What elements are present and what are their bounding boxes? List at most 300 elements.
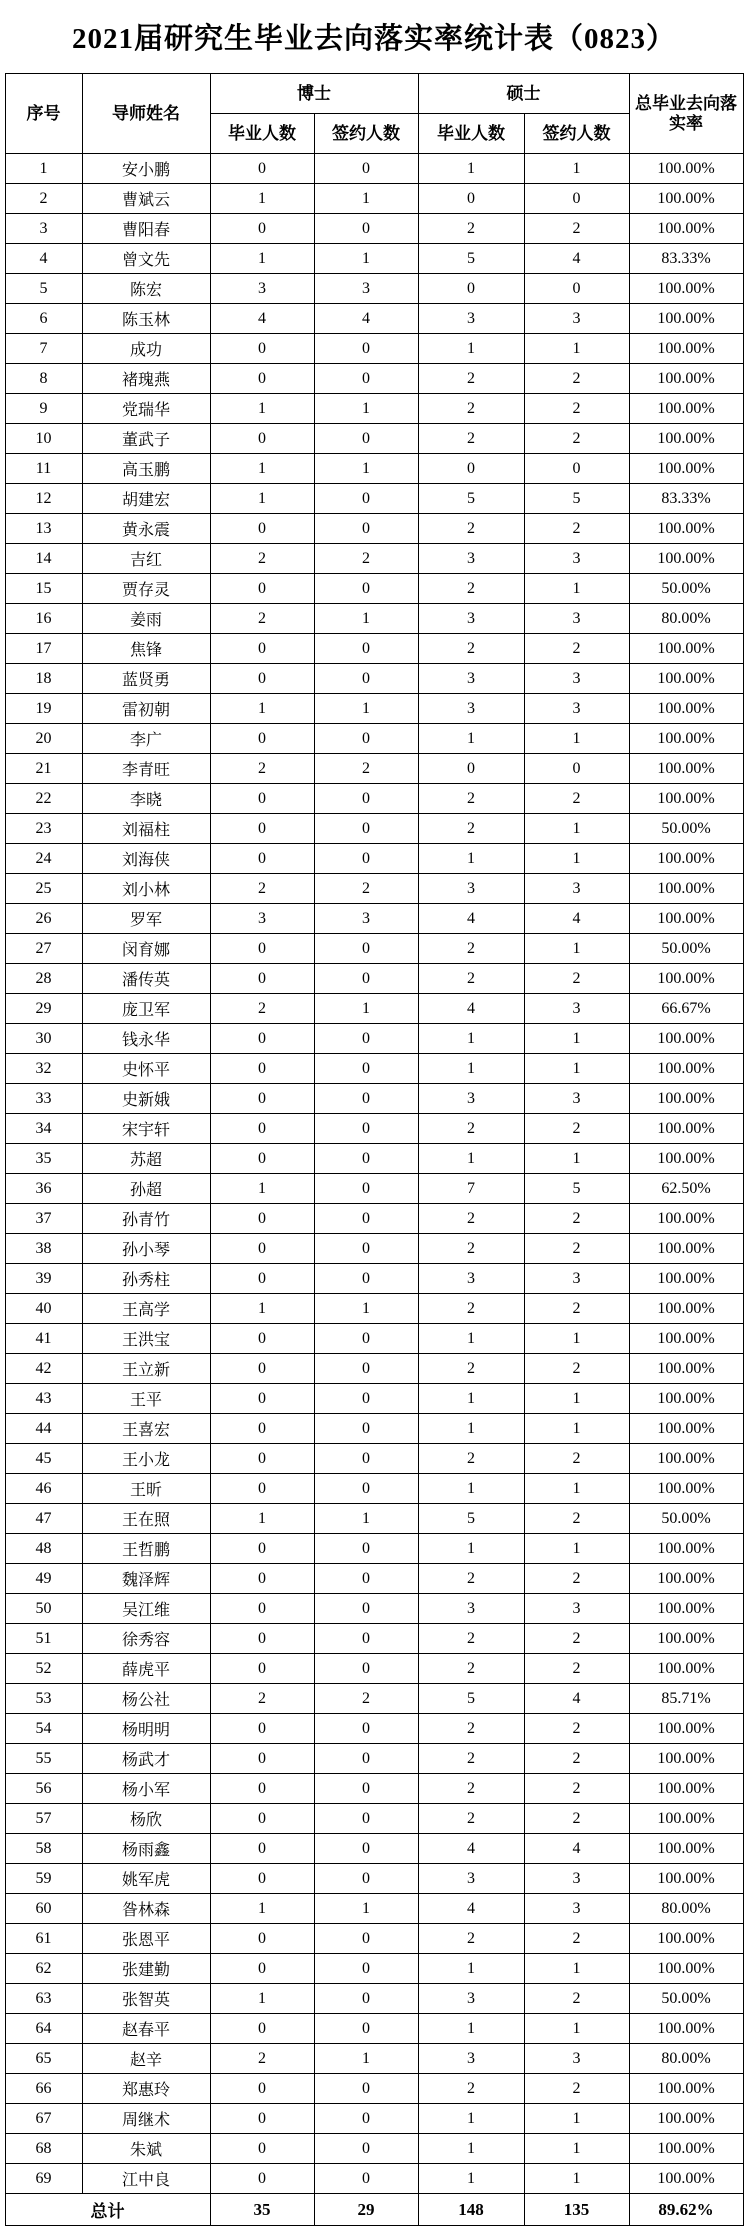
table-row: [5, 394, 743, 424]
master-graduates-cell: 2: [418, 1564, 524, 1594]
doctor-graduates-cell: 0: [210, 1534, 314, 1564]
index-cell: 61: [5, 1924, 82, 1954]
doctor-signed-cell: 1: [314, 2044, 418, 2074]
master-graduates-cell: 1: [418, 1144, 524, 1174]
table-row: [5, 1834, 743, 1864]
index-cell: 32: [5, 1054, 82, 1084]
master-signed-cell: 4: [524, 244, 629, 274]
master-signed-cell: 1: [524, 154, 629, 184]
table-row: [5, 1024, 743, 1054]
doctor-signed-cell: 0: [314, 2074, 418, 2104]
doctor-signed-cell: 0: [314, 1954, 418, 1984]
master-graduates-cell: 2: [418, 814, 524, 844]
master-graduates-cell: 3: [418, 1864, 524, 1894]
rate-cell: 100.00%: [629, 1924, 743, 1954]
table-row: [5, 1864, 743, 1894]
doctor-signed-cell: 0: [314, 2104, 418, 2134]
index-cell: 57: [5, 1804, 82, 1834]
master-signed-cell: 1: [524, 1414, 629, 1444]
advisor-name-cell: 孙青竹: [82, 1204, 210, 1234]
doctor-graduates-cell: 0: [210, 1144, 314, 1174]
doctor-signed-cell: 0: [314, 1864, 418, 1894]
table-row: [5, 1714, 743, 1744]
rate-cell: 100.00%: [629, 334, 743, 364]
doctor-graduates-cell: 1: [210, 1294, 314, 1324]
table-row: [5, 184, 743, 214]
master-graduates-cell: 3: [418, 1594, 524, 1624]
doctor-graduates-cell: 0: [210, 574, 314, 604]
master-signed-cell: 5: [524, 1174, 629, 1204]
rate-cell: 80.00%: [629, 604, 743, 634]
master-graduates-cell: 2: [418, 1204, 524, 1234]
table-row: [5, 1174, 743, 1204]
doctor-graduates-cell: 0: [210, 1084, 314, 1114]
doctor-signed-cell: 0: [314, 784, 418, 814]
doctor-graduates-cell: 0: [210, 844, 314, 874]
doctor-graduates-cell: 0: [210, 1954, 314, 1984]
doctor-graduates-cell: 1: [210, 184, 314, 214]
index-cell: 11: [5, 454, 82, 484]
index-cell: 60: [5, 1894, 82, 1924]
doctor-signed-cell: 0: [314, 424, 418, 454]
advisor-name-cell: 李广: [82, 724, 210, 754]
doctor-graduates-cell: 0: [210, 1714, 314, 1744]
master-signed-cell: 1: [524, 724, 629, 754]
table-row: [5, 1534, 743, 1564]
employment-rate-table: [5, 73, 744, 2226]
table-row: [5, 1384, 743, 1414]
doctor-signed-cell: 4: [314, 304, 418, 334]
table-row: [5, 604, 743, 634]
table-row: [5, 334, 743, 364]
doctor-graduates-cell: 0: [210, 1234, 314, 1264]
doctor-graduates-cell: 0: [210, 934, 314, 964]
doctor-signed-cell: 0: [314, 1414, 418, 1444]
index-cell: 49: [5, 1564, 82, 1594]
doctor-graduates-cell: 0: [210, 1324, 314, 1354]
advisor-name-cell: 王喜宏: [82, 1414, 210, 1444]
index-cell: 9: [5, 394, 82, 424]
table-row: [5, 1294, 743, 1324]
index-cell: 4: [5, 244, 82, 274]
doctor-graduates-cell: 0: [210, 514, 314, 544]
table-row: [5, 784, 743, 814]
master-graduates-cell: 4: [418, 1894, 524, 1924]
table-row: [5, 2014, 743, 2044]
index-cell: 35: [5, 1144, 82, 1174]
table-row: [5, 1204, 743, 1234]
advisor-name-cell: 赵辛: [82, 2044, 210, 2074]
rate-cell: 100.00%: [629, 1564, 743, 1594]
doctor-signed-cell: 1: [314, 184, 418, 214]
advisor-name-cell: 潘传英: [82, 964, 210, 994]
advisor-name-cell: 朱斌: [82, 2134, 210, 2164]
index-cell: 2: [5, 184, 82, 214]
index-cell: 7: [5, 334, 82, 364]
doctor-graduates-cell: 0: [210, 1654, 314, 1684]
index-cell: 33: [5, 1084, 82, 1114]
doctor-signed-cell: 0: [314, 2134, 418, 2164]
advisor-name-cell: 昝林森: [82, 1894, 210, 1924]
doctor-signed-cell: 2: [314, 754, 418, 784]
rate-cell: 100.00%: [629, 1084, 743, 1114]
index-cell: 23: [5, 814, 82, 844]
master-graduates-cell: 2: [418, 424, 524, 454]
rate-cell: 100.00%: [629, 1624, 743, 1654]
master-graduates-cell: 2: [418, 1114, 524, 1144]
table-row: [5, 754, 743, 784]
master-signed-cell: 2: [524, 1504, 629, 1534]
total-doctor-graduates-cell: 35: [210, 2194, 314, 2226]
master-signed-cell: 0: [524, 454, 629, 484]
doctor-graduates-cell: 2: [210, 994, 314, 1024]
master-graduates-cell: 3: [418, 1264, 524, 1294]
doctor-graduates-cell: 0: [210, 1474, 314, 1504]
index-cell: 5: [5, 274, 82, 304]
master-signed-cell: 3: [524, 1264, 629, 1294]
master-graduates-cell: 2: [418, 634, 524, 664]
doctor-signed-cell: 1: [314, 604, 418, 634]
doctor-signed-cell: 0: [314, 1144, 418, 1174]
rate-cell: 80.00%: [629, 1894, 743, 1924]
table-row: [5, 694, 743, 724]
doctor-signed-cell: 0: [314, 1444, 418, 1474]
master-signed-cell: 2: [524, 964, 629, 994]
master-graduates-cell: 3: [418, 694, 524, 724]
page-title: 2021届研究生毕业去向落实率统计表（0823）: [71, 23, 676, 55]
doctor-signed-cell: 0: [314, 1534, 418, 1564]
rate-cell: 100.00%: [629, 1234, 743, 1264]
table-row: [5, 1594, 743, 1624]
doctor-signed-cell: 0: [314, 1234, 418, 1264]
advisor-name-cell: 雷初朝: [82, 694, 210, 724]
rate-cell: 100.00%: [629, 634, 743, 664]
master-graduates-cell: 2: [418, 1924, 524, 1954]
doctor-signed-cell: 1: [314, 694, 418, 724]
master-signed-cell: 4: [524, 1684, 629, 1714]
total-master-graduates-cell: 148: [418, 2194, 524, 2226]
master-signed-cell: 1: [524, 1474, 629, 1504]
rate-cell: 100.00%: [629, 754, 743, 784]
master-signed-cell: 1: [524, 844, 629, 874]
rate-cell: 50.00%: [629, 934, 743, 964]
advisor-name-cell: 黄永震: [82, 514, 210, 544]
master-graduates-cell: 2: [418, 1354, 524, 1384]
advisor-name-cell: 吴江维: [82, 1594, 210, 1624]
table-row: [5, 1894, 743, 1924]
table-row: [5, 154, 743, 184]
master-signed-cell: 1: [524, 1384, 629, 1414]
rate-cell: 100.00%: [629, 1204, 743, 1234]
master-graduates-cell: 1: [418, 2014, 524, 2044]
table-row: [5, 2134, 743, 2164]
total-doctor-signed-cell: 29: [314, 2194, 418, 2226]
doctor-signed-cell: 0: [314, 1714, 418, 1744]
master-graduates-cell: 3: [418, 1984, 524, 2014]
rate-cell: 100.00%: [629, 1144, 743, 1174]
rate-cell: 100.00%: [629, 1654, 743, 1684]
doctor-graduates-cell: 0: [210, 1744, 314, 1774]
table-row: [5, 1444, 743, 1474]
advisor-name-cell: 孙秀柱: [82, 1264, 210, 1294]
table-row: [5, 2164, 743, 2194]
master-signed-cell: 1: [524, 1054, 629, 1084]
master-graduates-cell: 5: [418, 1504, 524, 1534]
doctor-signed-cell: 0: [314, 154, 418, 184]
table-row: [5, 814, 743, 844]
advisor-name-cell: 成功: [82, 334, 210, 364]
index-cell: 55: [5, 1744, 82, 1774]
master-signed-cell: 2: [524, 1624, 629, 1654]
master-signed-cell: 4: [524, 1834, 629, 1864]
doctor-graduates-cell: 2: [210, 544, 314, 574]
master-signed-cell: 1: [524, 2134, 629, 2164]
doctor-graduates-cell: 1: [210, 454, 314, 484]
advisor-name-cell: 王昕: [82, 1474, 210, 1504]
master-graduates-cell: 1: [418, 724, 524, 754]
doctor-signed-cell: 0: [314, 1564, 418, 1594]
rate-cell: 50.00%: [629, 1984, 743, 2014]
table-row: [5, 1624, 743, 1654]
master-signed-cell: 2: [524, 1204, 629, 1234]
rate-cell: 50.00%: [629, 814, 743, 844]
advisor-name-cell: 张建勤: [82, 1954, 210, 1984]
header-doctor-graduates: 毕业人数: [210, 114, 314, 154]
advisor-name-cell: 焦锋: [82, 634, 210, 664]
advisor-name-cell: 李青旺: [82, 754, 210, 784]
table-row: [5, 634, 743, 664]
table-row: [5, 274, 743, 304]
advisor-name-cell: 胡建宏: [82, 484, 210, 514]
doctor-signed-cell: 0: [314, 514, 418, 544]
rate-cell: 100.00%: [629, 304, 743, 334]
rate-cell: 100.00%: [629, 1864, 743, 1894]
advisor-name-cell: 魏泽辉: [82, 1564, 210, 1594]
index-cell: 3: [5, 214, 82, 244]
doctor-signed-cell: 1: [314, 394, 418, 424]
table-row: [5, 2044, 743, 2074]
doctor-graduates-cell: 0: [210, 784, 314, 814]
advisor-name-cell: 史怀平: [82, 1054, 210, 1084]
doctor-signed-cell: 1: [314, 994, 418, 1024]
rate-cell: 100.00%: [629, 2074, 743, 2104]
table-row: [5, 1774, 743, 1804]
index-cell: 53: [5, 1684, 82, 1714]
doctor-graduates-cell: 2: [210, 604, 314, 634]
doctor-signed-cell: 2: [314, 874, 418, 904]
doctor-signed-cell: 1: [314, 1504, 418, 1534]
doctor-graduates-cell: 1: [210, 694, 314, 724]
master-graduates-cell: 5: [418, 1684, 524, 1714]
table-row: [5, 964, 743, 994]
doctor-graduates-cell: 0: [210, 1024, 314, 1054]
doctor-graduates-cell: 0: [210, 214, 314, 244]
master-graduates-cell: 2: [418, 364, 524, 394]
advisor-name-cell: 杨欣: [82, 1804, 210, 1834]
index-cell: 58: [5, 1834, 82, 1864]
doctor-signed-cell: 0: [314, 1024, 418, 1054]
master-graduates-cell: 1: [418, 844, 524, 874]
index-cell: 67: [5, 2104, 82, 2134]
master-graduates-cell: 2: [418, 1624, 524, 1654]
index-cell: 10: [5, 424, 82, 454]
rate-cell: 83.33%: [629, 244, 743, 274]
table-row: [5, 1744, 743, 1774]
index-cell: 65: [5, 2044, 82, 2074]
doctor-signed-cell: 2: [314, 544, 418, 574]
doctor-signed-cell: 2: [314, 1684, 418, 1714]
doctor-signed-cell: 0: [314, 964, 418, 994]
master-signed-cell: 1: [524, 334, 629, 364]
doctor-signed-cell: 1: [314, 1894, 418, 1924]
index-cell: 18: [5, 664, 82, 694]
table-row: [5, 994, 743, 1024]
advisor-name-cell: 杨雨鑫: [82, 1834, 210, 1864]
doctor-signed-cell: 0: [314, 1474, 418, 1504]
master-signed-cell: 2: [524, 1744, 629, 1774]
master-signed-cell: 0: [524, 274, 629, 304]
master-signed-cell: 1: [524, 2104, 629, 2134]
master-graduates-cell: 1: [418, 1054, 524, 1084]
doctor-signed-cell: 0: [314, 1054, 418, 1084]
doctor-signed-cell: 1: [314, 454, 418, 484]
advisor-name-cell: 周继术: [82, 2104, 210, 2134]
table-row: [5, 214, 743, 244]
header-row-groups: [5, 74, 743, 114]
advisor-name-cell: 王高学: [82, 1294, 210, 1324]
doctor-graduates-cell: 2: [210, 1684, 314, 1714]
master-signed-cell: 2: [524, 214, 629, 244]
doctor-signed-cell: 0: [314, 1924, 418, 1954]
rate-cell: 100.00%: [629, 874, 743, 904]
table-row: [5, 2104, 743, 2134]
doctor-graduates-cell: 0: [210, 1264, 314, 1294]
rate-cell: 100.00%: [629, 1294, 743, 1324]
doctor-graduates-cell: 0: [210, 964, 314, 994]
index-cell: 16: [5, 604, 82, 634]
advisor-name-cell: 陈玉林: [82, 304, 210, 334]
index-cell: 37: [5, 1204, 82, 1234]
doctor-signed-cell: 0: [314, 334, 418, 364]
doctor-signed-cell: 0: [314, 1624, 418, 1654]
advisor-name-cell: 王哲鹏: [82, 1534, 210, 1564]
master-graduates-cell: 4: [418, 994, 524, 1024]
rate-cell: 100.00%: [629, 1594, 743, 1624]
doctor-graduates-cell: 0: [210, 1444, 314, 1474]
advisor-name-cell: 杨明明: [82, 1714, 210, 1744]
table-row: [5, 1114, 743, 1144]
rate-cell: 80.00%: [629, 2044, 743, 2074]
doctor-graduates-cell: 0: [210, 2134, 314, 2164]
master-graduates-cell: 3: [418, 664, 524, 694]
rate-cell: 83.33%: [629, 484, 743, 514]
doctor-graduates-cell: 0: [210, 1114, 314, 1144]
master-signed-cell: 2: [524, 1714, 629, 1744]
index-cell: 64: [5, 2014, 82, 2044]
table-row: [5, 1954, 743, 1984]
master-signed-cell: 1: [524, 814, 629, 844]
master-signed-cell: 2: [524, 424, 629, 454]
table-row: [5, 1504, 743, 1534]
table-row: [5, 454, 743, 484]
rate-cell: 50.00%: [629, 574, 743, 604]
index-cell: 48: [5, 1534, 82, 1564]
doctor-signed-cell: 0: [314, 214, 418, 244]
advisor-name-cell: 孙小琴: [82, 1234, 210, 1264]
rate-cell: 100.00%: [629, 1954, 743, 1984]
master-signed-cell: 1: [524, 2014, 629, 2044]
master-graduates-cell: 1: [418, 1324, 524, 1354]
rate-cell: 66.67%: [629, 994, 743, 1024]
doctor-graduates-cell: 3: [210, 274, 314, 304]
doctor-signed-cell: 0: [314, 1744, 418, 1774]
table-row: [5, 1054, 743, 1084]
master-graduates-cell: 2: [418, 784, 524, 814]
table-row: [5, 544, 743, 574]
master-graduates-cell: 1: [418, 1534, 524, 1564]
total-row: [5, 2194, 743, 2226]
master-graduates-cell: 3: [418, 2044, 524, 2074]
master-graduates-cell: 0: [418, 184, 524, 214]
advisor-name-cell: 姚军虎: [82, 1864, 210, 1894]
index-cell: 30: [5, 1024, 82, 1054]
header-master-group: 硕士: [418, 74, 629, 114]
master-graduates-cell: 2: [418, 964, 524, 994]
advisor-name-cell: 曹阳春: [82, 214, 210, 244]
doctor-signed-cell: 0: [314, 1834, 418, 1864]
doctor-graduates-cell: 0: [210, 424, 314, 454]
master-signed-cell: 3: [524, 544, 629, 574]
doctor-graduates-cell: 0: [210, 1384, 314, 1414]
table-row: [5, 1924, 743, 1954]
doctor-signed-cell: 0: [314, 1594, 418, 1624]
header-doctor-group: 博士: [210, 74, 418, 114]
master-graduates-cell: 2: [418, 1444, 524, 1474]
doctor-graduates-cell: 1: [210, 1174, 314, 1204]
master-signed-cell: 3: [524, 2044, 629, 2074]
table-footer: [5, 2194, 743, 2226]
table-row: [5, 1324, 743, 1354]
advisor-name-cell: 钱永华: [82, 1024, 210, 1054]
index-cell: 34: [5, 1114, 82, 1144]
rate-cell: 100.00%: [629, 2014, 743, 2044]
advisor-name-cell: 杨公社: [82, 1684, 210, 1714]
doctor-signed-cell: 3: [314, 904, 418, 934]
master-signed-cell: 4: [524, 904, 629, 934]
table-header: [5, 74, 743, 154]
master-signed-cell: 2: [524, 1654, 629, 1684]
doctor-signed-cell: 0: [314, 2164, 418, 2194]
advisor-name-cell: 王洪宝: [82, 1324, 210, 1354]
master-signed-cell: 3: [524, 1594, 629, 1624]
advisor-name-cell: 王小龙: [82, 1444, 210, 1474]
rate-cell: 100.00%: [629, 544, 743, 574]
advisor-name-cell: 郑惠玲: [82, 2074, 210, 2104]
doctor-graduates-cell: 0: [210, 1924, 314, 1954]
header-master-graduates: 毕业人数: [418, 114, 524, 154]
rate-cell: 100.00%: [629, 1474, 743, 1504]
master-signed-cell: 3: [524, 1864, 629, 1894]
advisor-name-cell: 罗军: [82, 904, 210, 934]
doctor-graduates-cell: 3: [210, 904, 314, 934]
rate-cell: 100.00%: [629, 2104, 743, 2134]
index-cell: 12: [5, 484, 82, 514]
doctor-signed-cell: 0: [314, 814, 418, 844]
rate-cell: 100.00%: [629, 1444, 743, 1474]
index-cell: 56: [5, 1774, 82, 1804]
table-row: [5, 364, 743, 394]
rate-cell: 100.00%: [629, 1354, 743, 1384]
